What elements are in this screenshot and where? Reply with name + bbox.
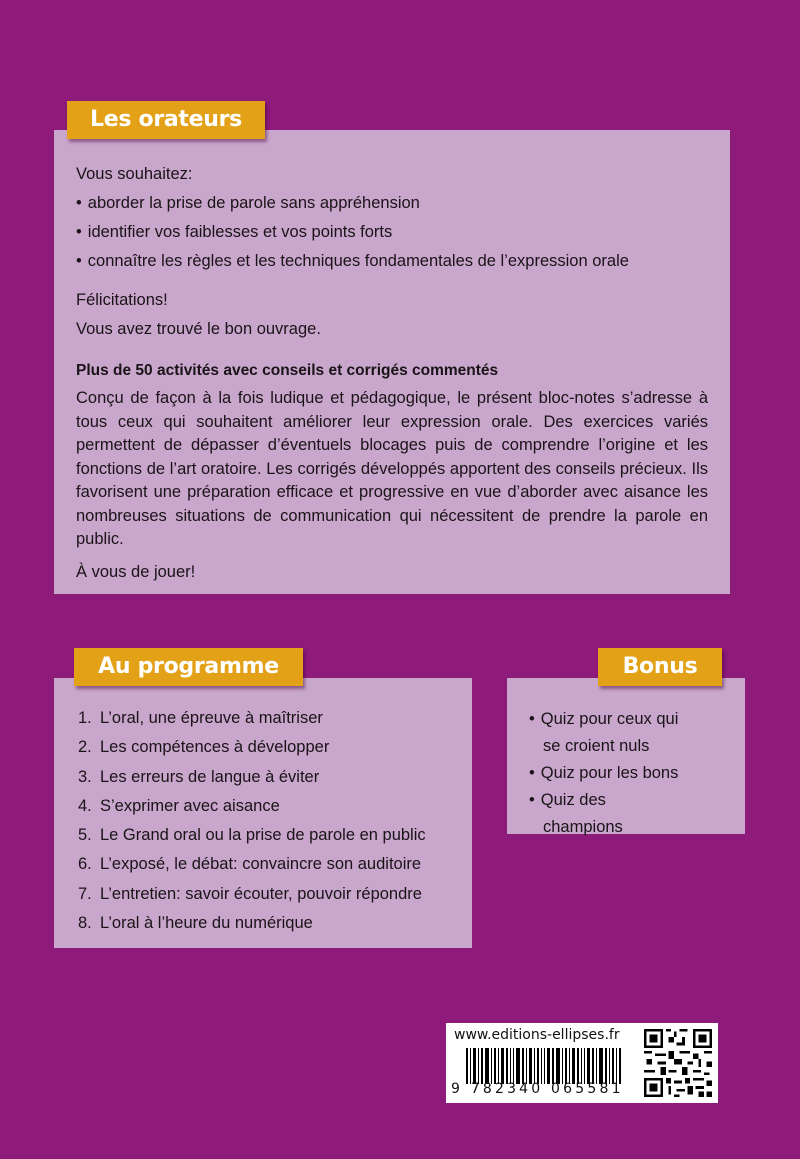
found-text: Vous avez trouvé le bon ouvrage. <box>76 320 321 338</box>
programme-item: 1. L’oral, une épreuve à maîtriser <box>78 709 323 727</box>
bullet-item: • connaître les règles et les techniques fondamentales de l’expression orale <box>76 247 708 276</box>
section-tag-orateurs: Les orateurs <box>67 101 265 139</box>
bonus-item: • Quiz des champions <box>529 787 689 841</box>
description-paragraph: Conçu de façon à la fois ludique et pédagogique, le présent bloc-notes s’adresse à tous ceux qui souhaitent améliorer leur expression orale. Des exercices variés permettent de dépasser d’éventuels blocages puis de comprendre l’origine et les fonctions de l’art oratoire. Les corrigés développés apportent des conseils précieux. Ils favorisent une préparation efficace et progressive en vue d’aborder avec aisance les nombreuses situations de communication qui nécessitent de prendre la parole en public. <box>76 389 708 548</box>
section-tag-bonus: Bonus <box>598 648 722 686</box>
isbn-label <box>446 1023 718 1103</box>
intro-text: Vous souhaitez: <box>76 165 193 183</box>
isbn-number: 9 782340 065581 <box>451 1081 624 1097</box>
bonus-list <box>529 706 689 841</box>
programme-item: 8. L’oral à l’heure du numérique <box>78 914 313 933</box>
congrats-text: Félicitations! <box>76 291 168 309</box>
programme-item: 6. L’exposé, le débat: convaincre son auditoire <box>78 855 422 874</box>
qr-code-icon[interactable] <box>644 1029 712 1097</box>
programme-item: 5. Le Grand oral ou la prise de parole en public <box>78 826 426 845</box>
barcode-icon <box>466 1048 626 1084</box>
bullet-item: • identifier vos faiblesses et vos points forts <box>76 218 708 247</box>
section-tag-programme: Au programme <box>74 648 303 686</box>
publisher-url[interactable]: www.editions-ellipses.fr <box>454 1027 620 1043</box>
bonus-item: • Quiz pour ceux qui se croient nuls <box>529 706 689 760</box>
bonus-item: • Quiz pour les bons <box>529 760 689 787</box>
subheading: Plus de 50 activités avec conseils et corrigés commentés <box>76 362 499 379</box>
panel-programme <box>54 678 472 948</box>
panel-bonus <box>507 678 745 834</box>
panel-orateurs <box>54 130 730 594</box>
closing-text: À vous de jouer! <box>76 562 196 581</box>
programme-item: 3. Les erreurs de langue à éviter <box>78 767 320 786</box>
programme-list <box>78 704 472 938</box>
programme-item: 7. L’entretien: savoir écouter, pouvoir répondre <box>78 884 422 903</box>
programme-item: 2. Les compétences à développer <box>78 738 330 757</box>
bullet-item: • aborder la prise de parole sans appréhension <box>76 189 708 218</box>
programme-item: 4. S’exprimer avec aisance <box>78 796 280 815</box>
